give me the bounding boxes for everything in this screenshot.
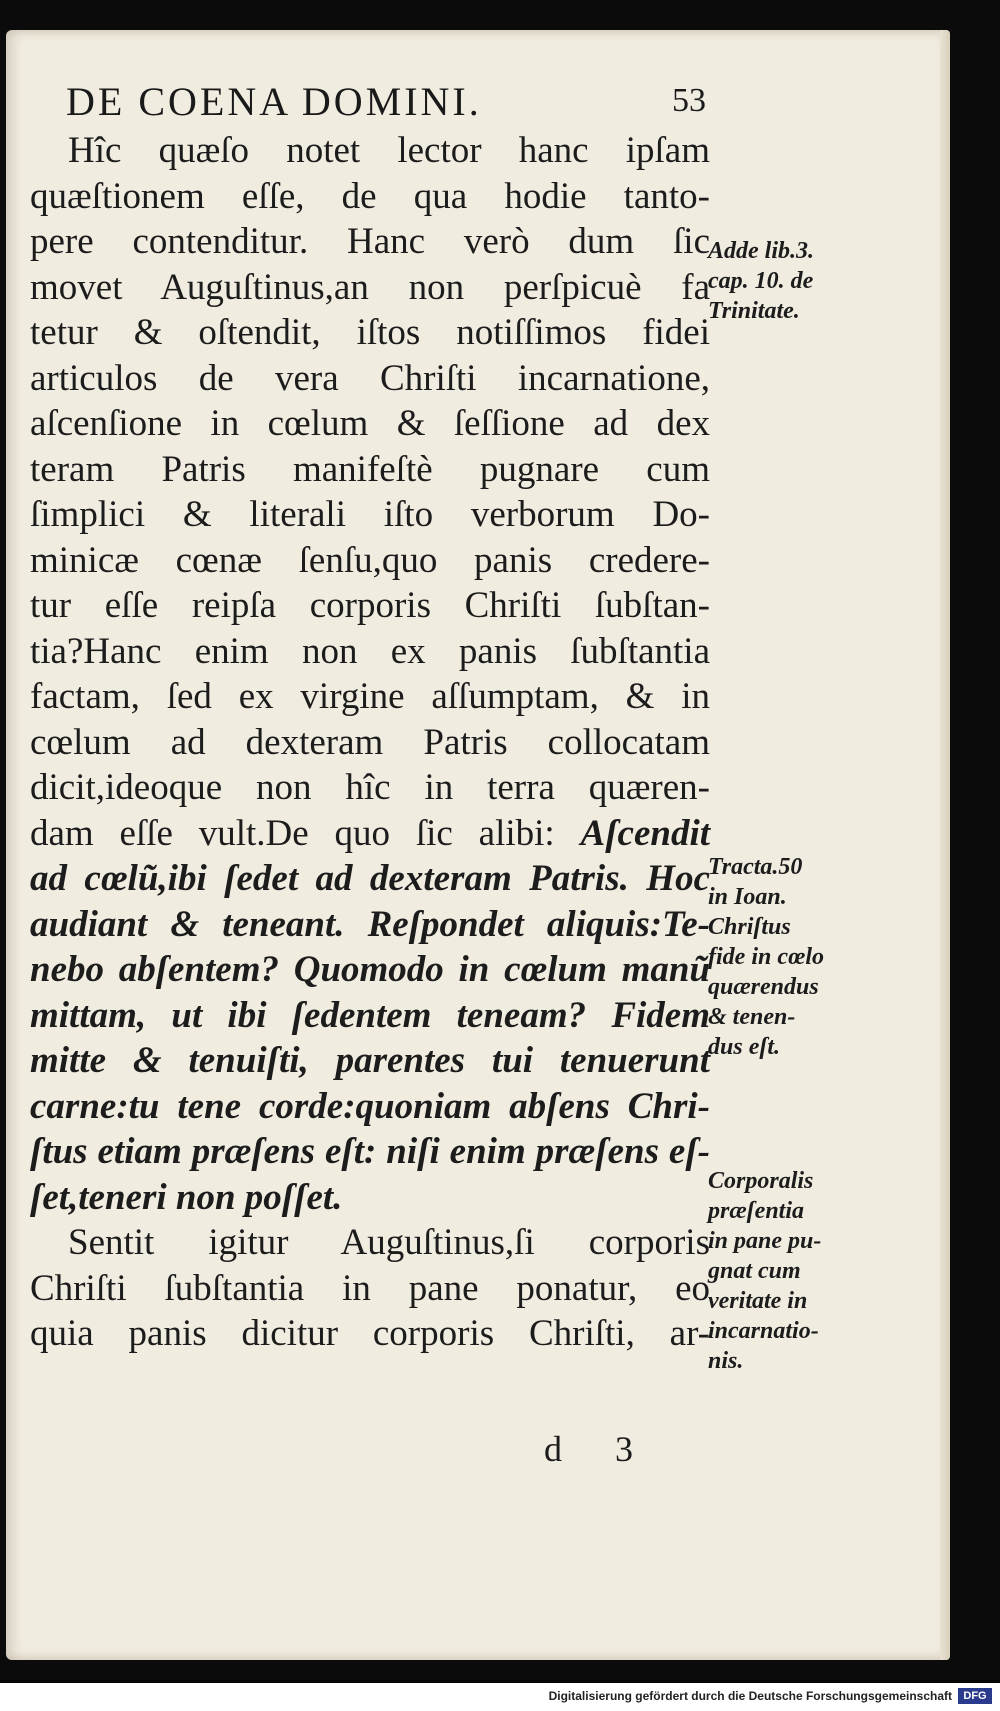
text-line: tur eſſe reipſa corporis Chriſti ſubſtan-: [30, 585, 710, 626]
funding-credit: Digitalisierung gefördert durch die Deutsche Forschungsgemeinschaft: [548, 1689, 952, 1703]
mixed-italic-part: Aſcendit: [580, 812, 710, 854]
text-line: minicæ cœnæ ſenſu,quo panis credere-: [30, 539, 710, 581]
text-line: tia?Hanc enim non ex panis ſubſtantia: [30, 630, 710, 672]
text-line: factam, ſed ex virgine aſſumptam, & in: [30, 676, 710, 717]
text-line: ſimplici & literali iſto verborum Do-: [30, 494, 710, 535]
margin-note-line: incarnatio-: [708, 1318, 819, 1344]
quote-line: mitte & tenuiſti, parentes tui tenuerunt: [30, 1040, 710, 1081]
margin-note-line: fide in cœlo: [708, 944, 824, 970]
margin-note-line: veritate in: [708, 1288, 808, 1314]
margin-note-line: Chriſtus: [708, 914, 791, 940]
quote-line: ad cœlũ,ibi ſedet ad dexteram Patris. Hoc: [30, 858, 710, 899]
margin-note-tracta: [708, 852, 858, 912]
running-head-title: DE COENA DOMINI.: [66, 79, 482, 124]
margin-note-line: & tenen-: [708, 1004, 796, 1030]
margin-note-adde: [708, 236, 858, 326]
page-number: 53: [672, 82, 706, 119]
text-line: tetur & oſtendit, iſtos notiſſimos fidei: [30, 312, 710, 353]
margin-note-line: quærendus: [708, 974, 819, 1000]
dfg-logo-icon: DFG: [958, 1688, 992, 1704]
margin-note-line: Trinitate.: [708, 298, 800, 324]
margin-note-line: Adde lib.3.: [708, 238, 814, 264]
margin-note-line: præſentia: [708, 1198, 804, 1224]
quote-line: nebo abſentem? Quomodo in cœlum manũ: [30, 949, 710, 990]
footer-bar: [0, 1683, 1000, 1711]
margin-note-line: dus eſt.: [708, 1034, 780, 1060]
margin-note-line: Corporalis: [708, 1168, 814, 1194]
margin-note-line: gnat cum: [708, 1258, 801, 1284]
text-line: movet Auguſtinus,an non perſpicuè fa: [30, 266, 710, 308]
running-head: [66, 78, 706, 125]
text-line: quia panis dicitur corporis Chriſti, ar-: [30, 1313, 710, 1354]
quote-line: mittam, ut ibi ſedentem teneam? Fidem: [30, 994, 710, 1036]
text-line: Sentit igitur Auguſtinus,ſi corporis: [68, 1222, 710, 1263]
text-line: pere contenditur. Hanc verò dum ſic: [30, 221, 710, 262]
mixed-text-line: [30, 811, 710, 857]
text-line: Hîc quæſo notet lector hanc ipſam: [68, 130, 710, 171]
margin-note-line: cap. 10. de: [708, 268, 814, 294]
text-line: cœlum ad dexteram Patris collocatam: [30, 721, 710, 763]
margin-note-line: in pane pu-: [708, 1228, 822, 1254]
quote-line: carne:tu tene corde:quoniam abſens Chri-: [30, 1085, 710, 1127]
signature-mark: d 3: [544, 1429, 655, 1469]
text-line: teram Patris manifeſtè pugnare cum: [30, 448, 710, 490]
text-line: quæſtionem eſſe, de qua hodie tanto-: [30, 175, 710, 217]
margin-note-christus: [708, 912, 858, 1062]
text-line: dicit,ideoque non hîc in terra quæren-: [30, 767, 710, 808]
mixed-roman-part: dam eſſe vult.De quo ſic alibi:: [30, 812, 581, 854]
margin-note-line: nis.: [708, 1348, 744, 1374]
text-line: articulos de vera Chriſti incarnatione,: [30, 357, 710, 399]
quote-line: ſet,teneri non poſſet.: [30, 1176, 343, 1218]
margin-note-line: Tracta.50: [708, 854, 803, 880]
main-text-block: [30, 128, 710, 1357]
text-line: aſcenſione in cœlum & ſeſſione ad dex: [30, 403, 710, 444]
text-line: Chriſti ſubſtantia in pane ponatur, eo: [30, 1267, 710, 1309]
quote-line: ſtus etiam præſens eſt: niſi enim præſens eſ-: [30, 1131, 710, 1172]
margin-note-line: in Ioan.: [708, 884, 787, 910]
quote-line: audiant & teneant. Reſpondet aliquis:Te-: [30, 903, 710, 945]
page-edge: [940, 30, 950, 1660]
margin-note-corporalis: [708, 1166, 858, 1376]
